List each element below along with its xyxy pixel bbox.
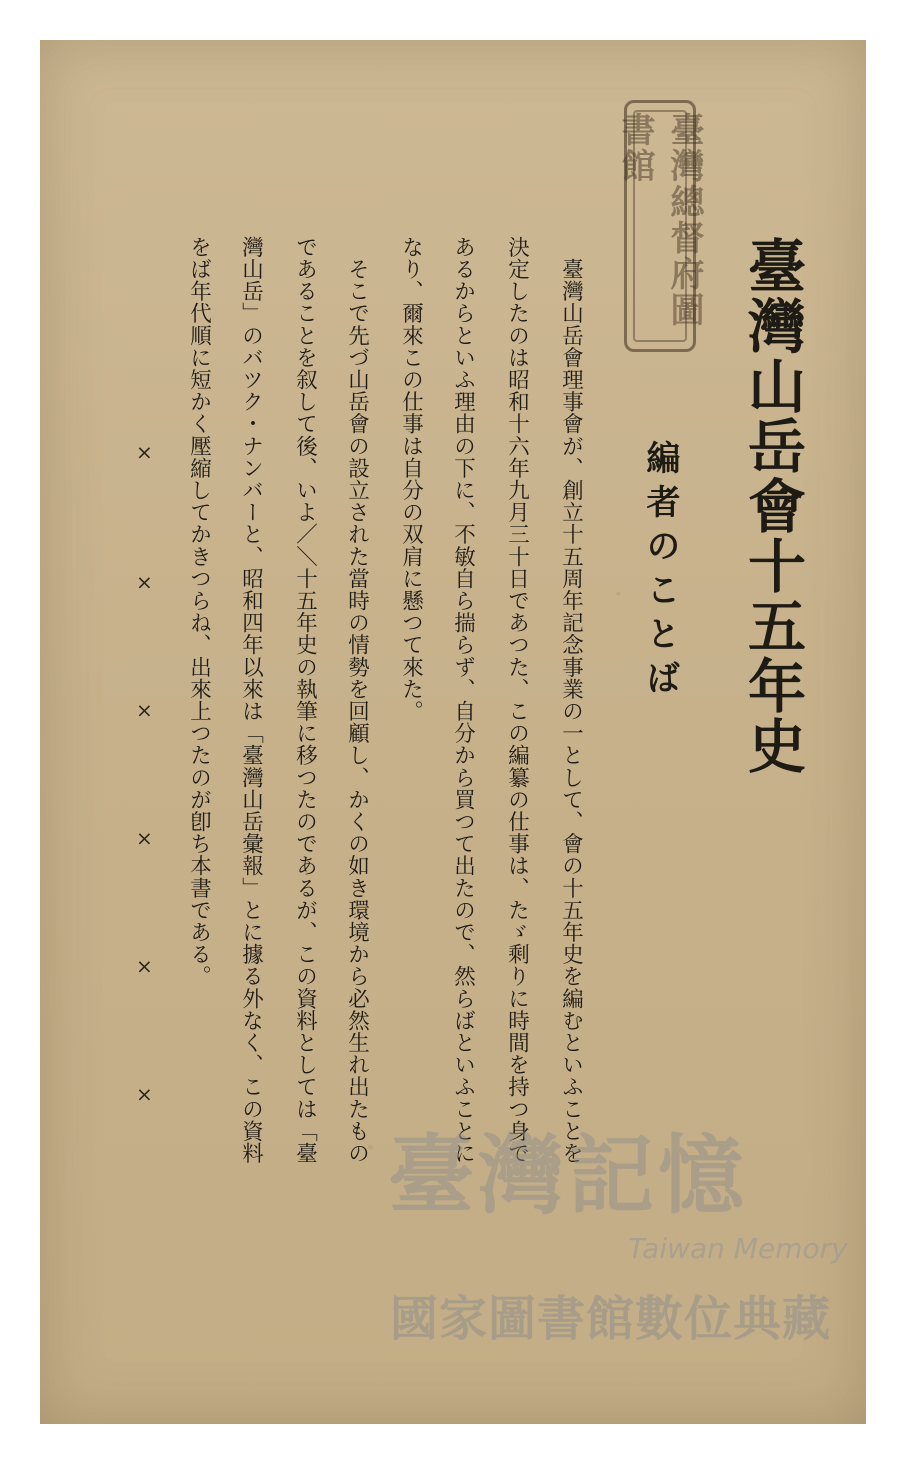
- body-line: であることを叙して後、いよ／＼十五年史の執筆に移つたのであるが、この資料としては「臺: [292, 236, 318, 1165]
- separator-mark: ×: [136, 826, 153, 850]
- library-stamp: [615, 100, 704, 352]
- watermark-logo: 臺灣記憶: [388, 1125, 748, 1226]
- separator-mark: ×: [136, 440, 153, 464]
- section-subtitle: 編者のことば: [640, 440, 680, 704]
- stamp-text: 臺灣總督府圖書館: [615, 112, 704, 328]
- body-line: 灣山岳」のバツク・ナンバーと、昭和四年以來は「臺灣山岳彙報」とに據る外なく、この資料: [238, 236, 264, 1165]
- body-line: をば年代順に短かく壓縮してかきつらね、出來上つたのが卽ち本書である。: [186, 236, 212, 988]
- body-line: 臺灣山岳會理事會が、創立十五周年記念事業の一として、會の十五年史を編むといふことを: [558, 236, 584, 1165]
- body-line: 決定したのは昭和十六年九月三十日であつた、この編纂の仕事は、たゞ剩りに時間を持つ身で: [504, 236, 530, 1165]
- watermark-library-name: 國家圖書館數位典藏: [390, 1291, 832, 1347]
- document-title: 臺灣山岳會十五年史: [738, 236, 806, 776]
- body-line: あるからといふ理由の下に、不敏自ら揣らず、自分から買つて出たので、然らばといふことに: [450, 236, 476, 1165]
- watermark-english: Taiwan Memory: [628, 1232, 848, 1265]
- body-line: そこで先づ山岳會の設立された當時の情勢を回顧し、かくの如き環境から必然生れ出たもの: [344, 236, 370, 1165]
- separator-mark: ×: [136, 570, 153, 594]
- body-line: なり、爾來この仕事は自分の双肩に懸つて來た。: [398, 236, 424, 723]
- separator-mark: ×: [136, 954, 153, 978]
- separator-mark: ×: [136, 698, 153, 722]
- separator-mark: ×: [136, 1082, 153, 1106]
